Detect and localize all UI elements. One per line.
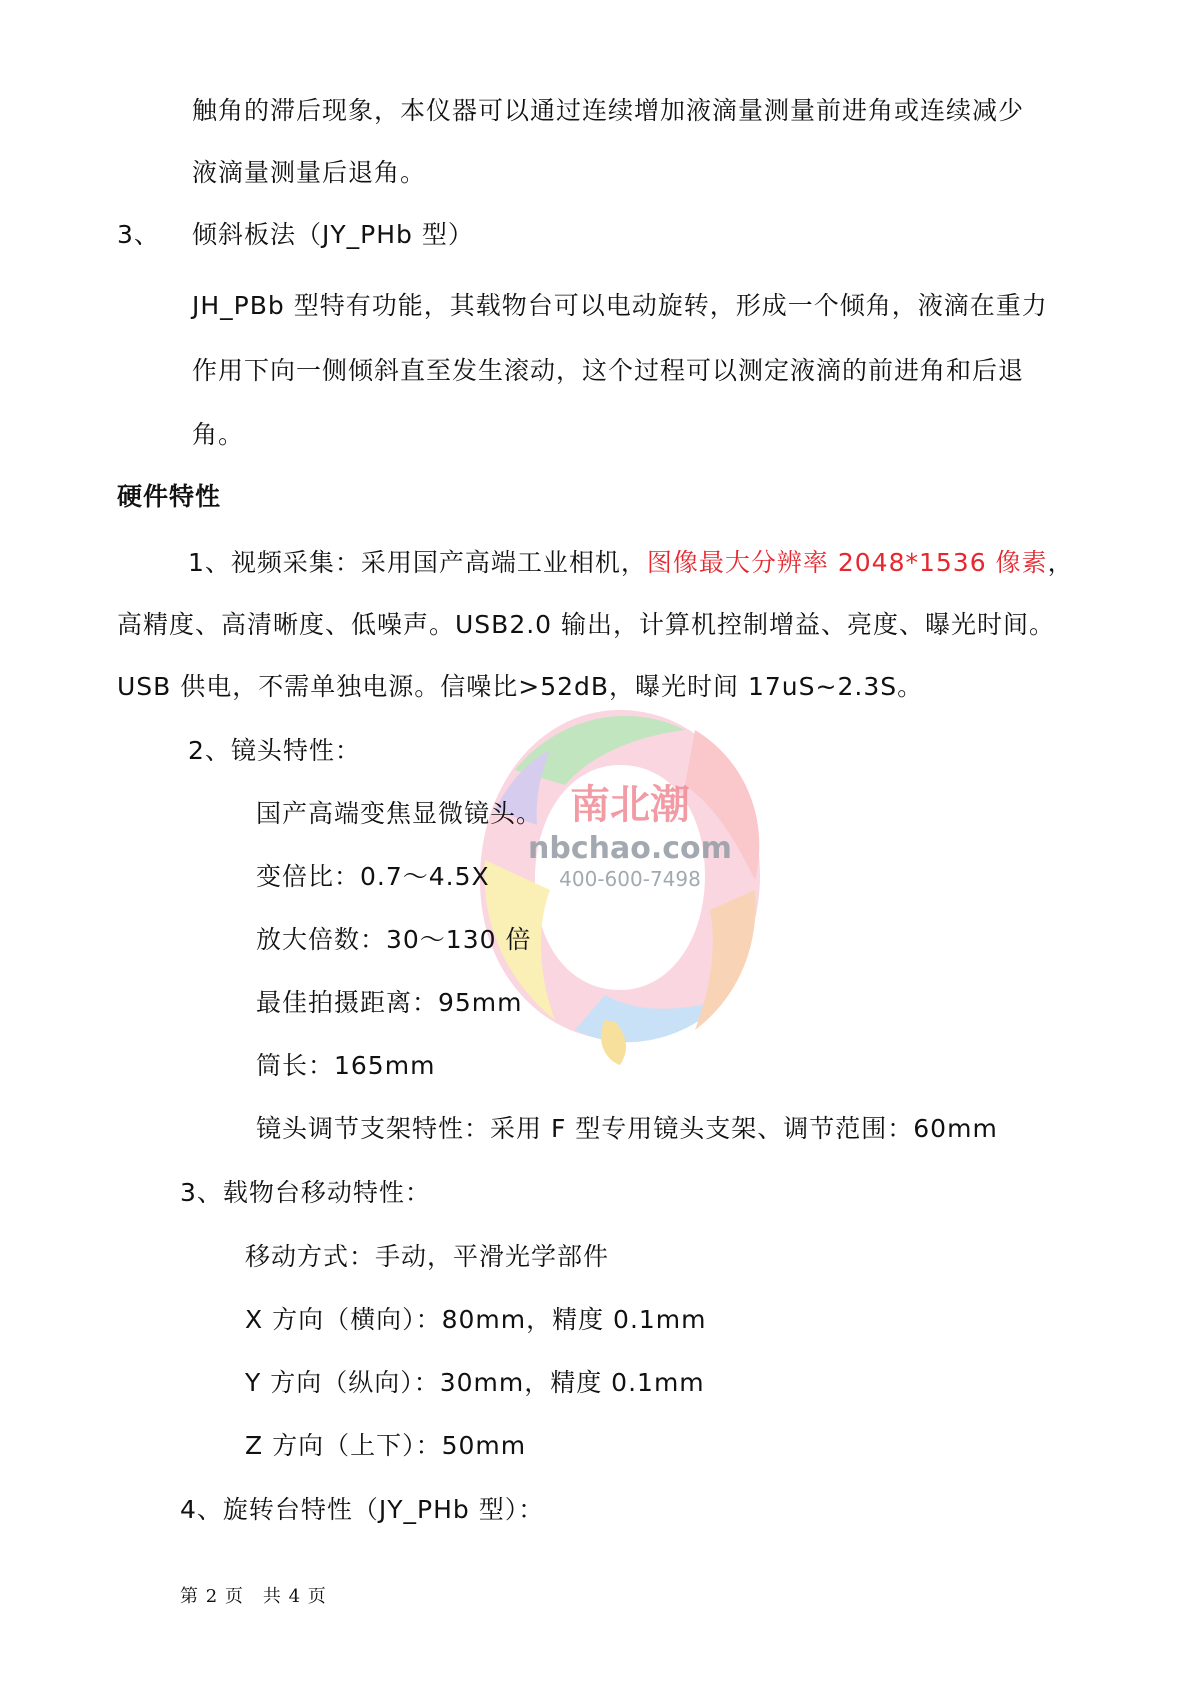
stage-item-1: 移动方式：手动，平滑光学部件 [245, 1242, 610, 1271]
stage-item-2: X 方向（横向）：80mm，精度 0.1mm [245, 1305, 707, 1334]
watermark-brand-en: nbchao.com [528, 831, 732, 866]
stage-item-3: Y 方向（纵向）：30mm，精度 0.1mm [245, 1368, 705, 1397]
video-capture-line-3: USB 供电，不需单独电源。信噪比>52dB，曝光时间 17uS~2.3S。 [117, 672, 924, 701]
video-capture-suffix: ， [1047, 548, 1074, 577]
lens-item-1: 国产高端变焦显微镜头。 [256, 799, 543, 828]
video-capture-line-2: 高精度、高清晰度、低噪声。USB2.0 输出，计算机控制增益、亮度、曝光时间。 [117, 610, 1056, 639]
rotate-title: 4、旋转台特性（JY_PHb 型）： [180, 1495, 545, 1524]
watermark-brand-cn: 南北潮 [570, 781, 690, 828]
video-capture-prefix: 1、视频采集：采用国产高端工业相机， [188, 548, 647, 577]
resolution-highlight: 图像最大分辨率 2048*1536 像素 [646, 548, 1048, 577]
stage-item-4: Z 方向（上下）：50mm [245, 1431, 527, 1460]
lens-item-3: 放大倍数：30～130 倍 [256, 925, 532, 954]
paragraph-line-2: 液滴量测量后退角。 [192, 158, 427, 187]
paragraph-line-1: 触角的滞后现象，本仪器可以通过连续增加液滴量测量前进角或连续减少 [192, 96, 1025, 125]
section-heading: 硬件特性 [117, 482, 222, 511]
page-footer: 第 2 页 共 4 页 [180, 1586, 327, 1607]
lens-item-4: 最佳拍摄距离：95mm [256, 988, 523, 1017]
item-3-title: 倾斜板法（JY_PHb 型） [192, 220, 474, 249]
stage-title: 3、载物台移动特性： [180, 1178, 431, 1207]
paragraph-line-6: 角。 [192, 420, 245, 449]
lens-title: 2、镜头特性： [188, 736, 361, 765]
lens-item-6: 镜头调节支架特性：采用 F 型专用镜头支架、调节范围：60mm [256, 1114, 998, 1143]
lens-item-5: 筒长：165mm [256, 1051, 436, 1080]
paragraph-line-4: JH_PBb 型特有功能，其载物台可以电动旋转，形成一个倾角，液滴在重力 [192, 291, 1048, 320]
video-capture-line-1 [188, 546, 1074, 580]
item-3-number: 3、 [117, 220, 160, 249]
watermark-phone: 400-600-7498 [559, 867, 701, 891]
paragraph-line-5: 作用下向一侧倾斜直至发生滚动，这个过程可以测定液滴的前进角和后退 [192, 356, 1025, 385]
lens-item-2: 变倍比：0.7～4.5X [256, 862, 490, 891]
